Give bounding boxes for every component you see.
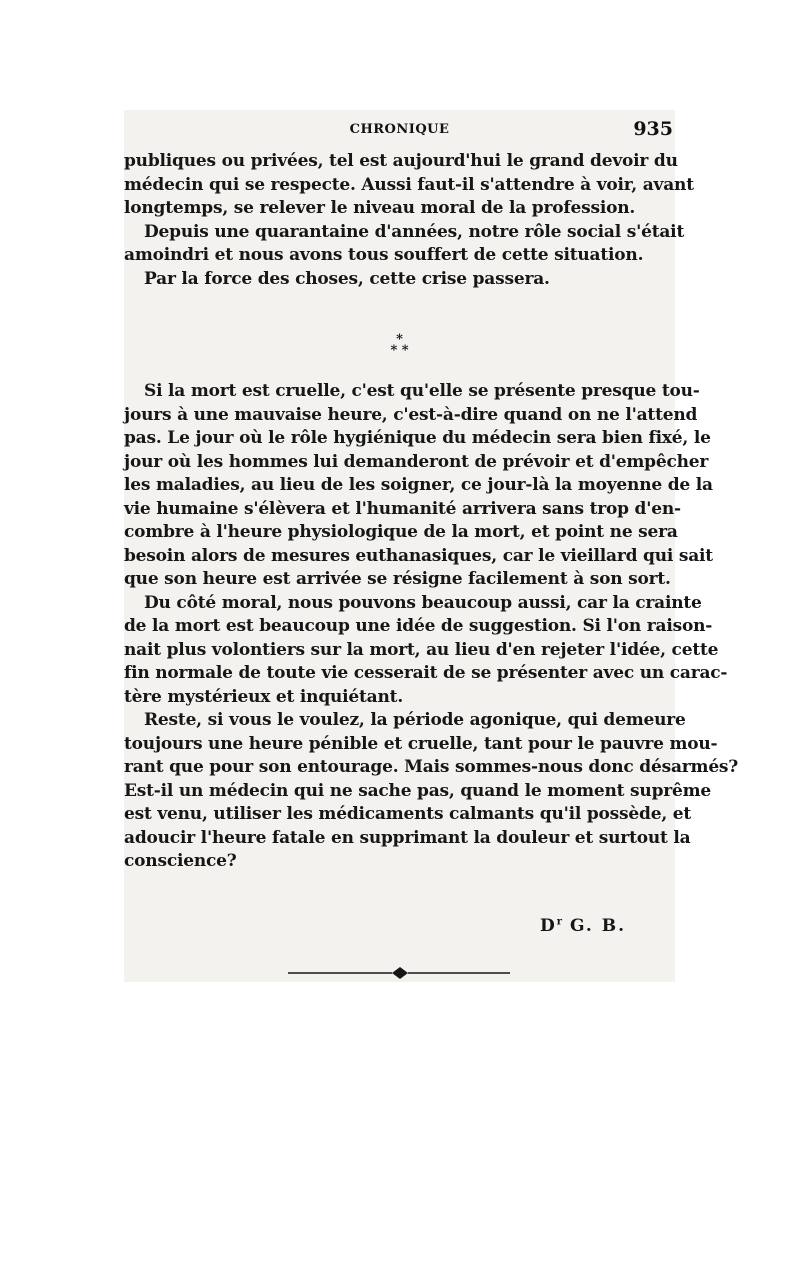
running-title: CHRONIQUE [349, 122, 450, 137]
text-line: les maladies, au lieu de les soigner, ce jour-là la moyenne de la [124, 475, 713, 495]
text-line: fin normale de toute vie cesserait de se présenter avec un carac- [124, 663, 728, 683]
text-line: pas. Le jour où le rôle hygiénique du médecin sera bien fixé, le [124, 428, 711, 448]
text-line: conscience? [124, 851, 237, 871]
asterism-bottom: * * [390, 343, 409, 358]
asterism-top: * [396, 332, 403, 347]
page-number: 935 [633, 118, 673, 140]
text-line: publiques ou privées, tel est aujourd'hui le grand devoir du [124, 151, 678, 171]
signature-superscript: r [556, 916, 563, 928]
text-line: jours à une mauvaise heure, c'est-à-dire quand on ne l'attend [124, 404, 698, 425]
text-line: tère mystérieux et inquiétant. [124, 686, 404, 707]
text-line: jour où les hommes lui demanderont de prévoir et d'empêcher [124, 451, 709, 472]
asterism [124, 334, 675, 374]
text-line: rant que pour son entourage. Mais sommes-nous donc désarmés? [124, 757, 739, 777]
text-line: Par la force des choses, cette crise passera. [144, 268, 550, 289]
running-head [124, 118, 675, 144]
text-line: toujours une heure pénible et cruelle, tant pour le pauvre mou- [124, 733, 718, 754]
signature [540, 916, 626, 936]
signature-prefix: D [540, 916, 557, 936]
text-line: est venu, utiliser les médicaments calmants qu'il possède, et [124, 804, 692, 824]
text-line: que son heure est arrivée se résigne facilement à son sort. [124, 569, 671, 589]
ornamental-rule [288, 966, 510, 980]
text-line: longtemps, se relever le niveau moral de la profession. [124, 198, 636, 218]
text-line: amoindri et nous avons tous souffert de cette situation. [124, 245, 644, 265]
text-line: besoin alors de mesures euthanasiques, car le vieillard qui sait [124, 545, 713, 566]
text-line: vie humaine s'élèvera et l'humanité arrivera sans trop d'en- [124, 498, 681, 519]
text-line: de la mort est beaucoup une idée de suggestion. Si l'on raison- [124, 616, 713, 636]
text-line: médecin qui se respecte. Aussi faut-il s'attendre à voir, avant [124, 174, 694, 195]
paragraph-block-2 [124, 380, 739, 874]
paragraph-block-1 [124, 150, 694, 291]
signature-initials: G. B. [562, 916, 626, 936]
text-line: Depuis une quarantaine d'années, notre rôle social s'était [144, 221, 685, 242]
text-line: nait plus volontiers sur la mort, au lieu d'en rejeter l'idée, cette [124, 639, 719, 660]
text-line: Si la mort est cruelle, c'est qu'elle se présente presque tou- [144, 381, 700, 401]
text-line: adoucir l'heure fatale en supprimant la douleur et surtout la [124, 827, 691, 848]
text-line: Reste, si vous le voulez, la période agonique, qui demeure [144, 710, 686, 730]
text-line: combre à l'heure physiologique de la mort, et point ne sera [124, 522, 678, 542]
text-line: Est-il un médecin qui ne sache pas, quand le moment suprême [124, 780, 712, 801]
text-line: Du côté moral, nous pouvons beaucoup aussi, car la crainte [144, 592, 702, 613]
